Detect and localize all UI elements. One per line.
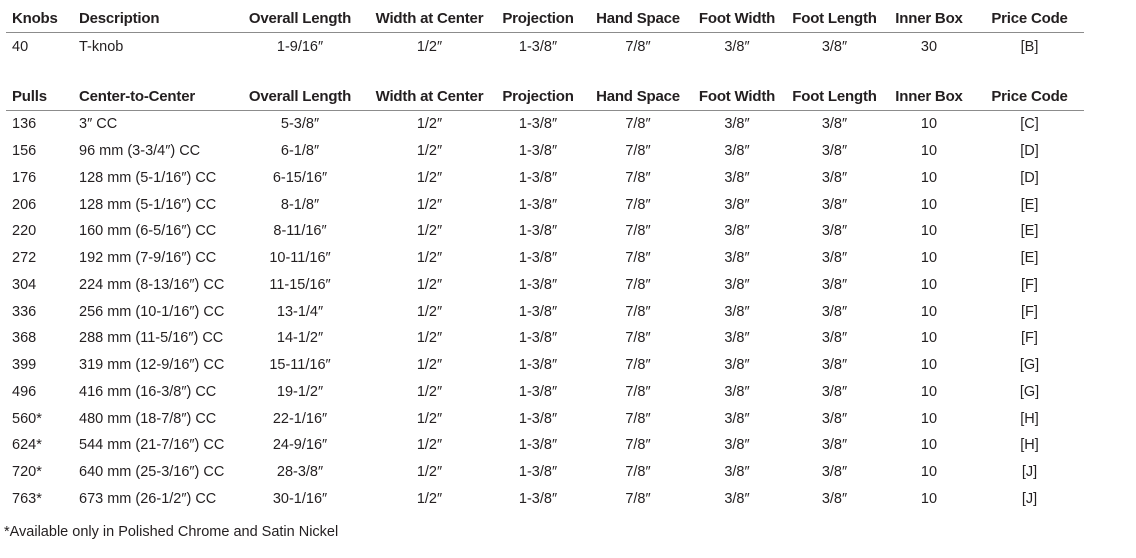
cell-description: T-knob (79, 39, 124, 55)
cell-width-at-center: 1/2″ (416, 437, 443, 454)
cell-inner-box: 10 (920, 357, 938, 374)
cell-inner-box: 10 (920, 383, 938, 400)
cell-foot-width: 3/8″ (724, 437, 750, 454)
cell-description: 256 mm (10-1/16″) CC (79, 303, 225, 320)
cell-projection: 1-3/8″ (518, 303, 558, 320)
cell-hand-space: 7/8″ (625, 437, 651, 454)
table-row (6, 432, 1084, 459)
cell-projection: 1-3/8″ (518, 410, 558, 427)
cell-width-at-center: 1/2″ (416, 143, 443, 160)
cell-projection: 1-3/8″ (518, 276, 558, 293)
cell-price-code: [G] (1019, 383, 1040, 400)
cell-hand-space: 7/8″ (625, 490, 651, 507)
header-price-code: Price Code (975, 83, 1084, 111)
table-row (6, 191, 1084, 218)
table-row (6, 165, 1084, 192)
cell-price-code: [E] (1020, 250, 1039, 267)
cell-description: 160 mm (6-5/16″) CC (79, 223, 217, 240)
cell-price-code: [E] (1020, 223, 1039, 240)
cell-inner-box: 10 (920, 250, 938, 267)
cell-foot-length: 3/8″ (821, 196, 848, 213)
cell-description: 128 mm (5-1/16″) CC (79, 169, 217, 186)
header-knobs: Knobs (6, 5, 79, 33)
cell-price-code: [E] (1020, 196, 1039, 213)
cell-inner-box: 10 (920, 410, 938, 427)
table-row (6, 325, 1084, 352)
pulls-header-row (6, 83, 1084, 111)
cell-model: 136 (12, 116, 37, 133)
cell-overall-length: 8-11/16″ (273, 223, 327, 240)
cell-width-at-center: 1/2″ (416, 223, 443, 240)
cell-foot-width: 3/8″ (724, 276, 750, 293)
cell-projection: 1-3/8″ (518, 196, 558, 213)
cell-inner-box: 10 (920, 223, 938, 240)
cell-model: 304 (12, 276, 37, 293)
cell-projection: 1-3/8″ (518, 490, 558, 507)
cell-foot-length: 3/8″ (821, 330, 848, 347)
pulls-table-body (6, 111, 1084, 513)
cell-hand-space: 7/8″ (625, 143, 651, 160)
cell-overall-length: 8-1/8″ (280, 196, 320, 213)
cell-overall-length: 10-11/16″ (269, 250, 331, 267)
cell-overall-length: 15-11/16″ (269, 357, 331, 374)
cell-description: 640 mm (25-3/16″) CC (79, 464, 225, 481)
cell-foot-width: 3/8″ (724, 303, 750, 320)
header-center-to-center: Center-to-Center (79, 83, 229, 111)
cell-foot-width: 3/8″ (724, 410, 750, 427)
header-projection: Projection (488, 5, 588, 33)
cell-foot-width: 3/8″ (724, 169, 750, 186)
header-inner-box: Inner Box (883, 83, 975, 111)
header-foot-length: Foot Length (786, 5, 883, 33)
cell-price-code: [D] (1020, 143, 1039, 160)
cell-width-at-center: 1/2″ (416, 303, 443, 320)
cell-width-at-center: 1/2″ (416, 490, 443, 507)
table-row (6, 33, 1084, 62)
cell-foot-width: 3/8″ (724, 116, 750, 133)
cell-width-at-center: 1/2″ (416, 196, 443, 213)
cell-foot-length: 3/8″ (821, 437, 848, 454)
cell-hand-space: 7/8″ (625, 410, 651, 427)
cell-inner-box: 10 (920, 276, 938, 293)
cell-model: 624* (12, 437, 42, 454)
cell-inner-box: 10 (920, 330, 938, 347)
cell-hand-space: 7/8″ (625, 39, 651, 55)
cell-foot-width: 3/8″ (724, 464, 750, 481)
cell-overall-length: 5-3/8″ (280, 116, 320, 133)
cell-projection: 1-3/8″ (518, 464, 558, 481)
cell-inner-box: 10 (920, 437, 938, 454)
cell-model: 763* (12, 490, 42, 507)
cell-inner-box: 10 (920, 303, 938, 320)
cell-price-code: [G] (1019, 357, 1040, 374)
cell-price-code: [H] (1020, 437, 1039, 454)
table-row (6, 405, 1084, 432)
cell-description: 673 mm (26-1/2″) CC (79, 490, 217, 507)
cell-overall-length: 22-1/16″ (272, 410, 328, 427)
cell-projection: 1-3/8″ (518, 250, 558, 267)
cell-price-code: [J] (1021, 464, 1038, 481)
cell-foot-width: 3/8″ (724, 143, 750, 160)
cell-price-code: [J] (1021, 490, 1038, 507)
table-row (6, 352, 1084, 379)
header-foot-width: Foot Width (688, 83, 786, 111)
cell-price-code: [D] (1020, 169, 1039, 186)
cell-inner-box: 10 (920, 490, 938, 507)
knobs-header-row (6, 5, 1084, 33)
cell-hand-space: 7/8″ (625, 169, 651, 186)
cell-foot-length: 3/8″ (821, 303, 848, 320)
cell-foot-length: 3/8″ (821, 143, 848, 160)
cell-projection: 1-3/8″ (518, 330, 558, 347)
cell-overall-length: 14-1/2″ (276, 330, 324, 347)
cell-description: 128 mm (5-1/16″) CC (79, 196, 217, 213)
table-row (6, 245, 1084, 272)
header-hand-space: Hand Space (588, 5, 688, 33)
cell-price-code: [F] (1021, 276, 1038, 293)
cell-foot-length: 3/8″ (821, 464, 848, 481)
cell-description: 96 mm (3-3/4″) CC (79, 143, 201, 160)
cell-inner-box: 10 (920, 143, 938, 160)
pulls-table (6, 83, 1084, 512)
cell-description: 544 mm (21-7/16″) CC (79, 437, 225, 454)
cell-model: 176 (12, 169, 37, 186)
cell-foot-width: 3/8″ (724, 490, 750, 507)
cell-foot-length: 3/8″ (821, 223, 848, 240)
cell-foot-width: 3/8″ (724, 383, 750, 400)
cell-overall-length: 6-15/16″ (272, 169, 328, 186)
cell-model: 272 (12, 250, 37, 267)
cell-model: 40 (12, 39, 29, 55)
cell-model: 336 (12, 303, 37, 320)
cell-inner-box: 10 (920, 464, 938, 481)
cell-overall-length: 28-3/8″ (276, 464, 324, 481)
cell-hand-space: 7/8″ (625, 357, 651, 374)
cell-foot-width: 3/8″ (724, 250, 750, 267)
cell-width-at-center: 1/2″ (416, 276, 443, 293)
cell-foot-width: 3/8″ (724, 223, 750, 240)
cell-inner-box: 10 (920, 196, 938, 213)
cell-projection: 1-3/8″ (518, 169, 558, 186)
cell-description: 288 mm (11-5/16″) CC (79, 330, 224, 347)
header-projection: Projection (488, 83, 588, 111)
cell-width-at-center: 1/2″ (416, 330, 443, 347)
table-row (6, 111, 1084, 138)
cell-model: 156 (12, 143, 37, 160)
cell-projection: 1-3/8″ (518, 357, 558, 374)
cell-width-at-center: 1/2″ (416, 116, 443, 133)
table-row (6, 138, 1084, 165)
header-overall-length: Overall Length (229, 83, 371, 111)
header-pulls: Pulls (6, 83, 79, 111)
cell-hand-space: 7/8″ (625, 196, 651, 213)
cell-hand-space: 7/8″ (625, 116, 651, 133)
cell-foot-length: 3/8″ (821, 250, 848, 267)
cell-hand-space: 7/8″ (625, 330, 651, 347)
table-row (6, 486, 1084, 513)
cell-description: 192 mm (7-9/16″) CC (79, 250, 217, 267)
table-row (6, 298, 1084, 325)
cell-foot-length: 3/8″ (821, 116, 848, 133)
cell-inner-box: 10 (920, 116, 938, 133)
cell-description: 3″ CC (79, 116, 118, 133)
cell-overall-length: 13-1/4″ (276, 303, 324, 320)
cell-model: 220 (12, 223, 37, 240)
cell-width-at-center: 1/2″ (416, 250, 443, 267)
cell-description: 319 mm (12-9/16″) CC (79, 357, 225, 374)
cell-overall-length: 30-1/16″ (272, 490, 328, 507)
cell-projection: 1-3/8″ (518, 39, 558, 55)
cell-foot-length: 3/8″ (821, 383, 848, 400)
cell-foot-length: 3/8″ (821, 410, 848, 427)
cell-width-at-center: 1/2″ (416, 169, 443, 186)
cell-foot-length: 3/8″ (821, 169, 848, 186)
cell-foot-length: 3/8″ (821, 490, 848, 507)
table-row (6, 379, 1084, 406)
cell-overall-length: 19-1/2″ (276, 383, 324, 400)
cell-price-code: [F] (1021, 303, 1038, 320)
cell-price-code: [F] (1021, 330, 1038, 347)
cell-width-at-center: 1/2″ (416, 39, 443, 55)
cell-projection: 1-3/8″ (518, 383, 558, 400)
cell-model: 399 (12, 357, 37, 374)
cell-hand-space: 7/8″ (625, 276, 651, 293)
knobs-table-body (6, 33, 1084, 62)
cell-model: 720* (12, 464, 42, 481)
header-price-code: Price Code (975, 5, 1084, 33)
cell-projection: 1-3/8″ (518, 223, 558, 240)
cell-model: 206 (12, 196, 37, 213)
cell-foot-length: 3/8″ (821, 276, 848, 293)
cell-inner-box: 10 (920, 169, 938, 186)
cell-foot-length: 3/8″ (821, 357, 848, 374)
cell-foot-width: 3/8″ (724, 330, 750, 347)
cell-price-code: [B] (1020, 39, 1039, 55)
cell-hand-space: 7/8″ (625, 303, 651, 320)
cell-projection: 1-3/8″ (518, 437, 558, 454)
header-width-at-center: Width at Center (371, 5, 488, 33)
cell-width-at-center: 1/2″ (416, 357, 443, 374)
header-foot-width: Foot Width (688, 5, 786, 33)
header-overall-length: Overall Length (229, 5, 371, 33)
header-inner-box: Inner Box (883, 5, 975, 33)
cell-hand-space: 7/8″ (625, 464, 651, 481)
cell-description: 224 mm (8-13/16″) CC (79, 276, 225, 293)
cell-hand-space: 7/8″ (625, 383, 651, 400)
cell-foot-width: 3/8″ (724, 196, 750, 213)
table-row (6, 272, 1084, 299)
header-hand-space: Hand Space (588, 83, 688, 111)
cell-foot-width: 3/8″ (724, 39, 750, 55)
cell-hand-space: 7/8″ (625, 250, 651, 267)
cell-foot-length: 3/8″ (821, 39, 848, 55)
cell-overall-length: 11-15/16″ (269, 276, 331, 293)
knobs-table (6, 5, 1084, 61)
cell-price-code: [C] (1020, 116, 1039, 133)
cell-projection: 1-3/8″ (518, 143, 558, 160)
cell-width-at-center: 1/2″ (416, 383, 443, 400)
cell-width-at-center: 1/2″ (416, 410, 443, 427)
table-row (6, 459, 1084, 486)
cell-inner-box: 30 (920, 39, 938, 55)
cell-description: 416 mm (16-3/8″) CC (79, 383, 217, 400)
cell-model: 368 (12, 330, 37, 347)
cell-description: 480 mm (18-7/8″) CC (79, 410, 217, 427)
cell-foot-width: 3/8″ (724, 357, 750, 374)
cell-width-at-center: 1/2″ (416, 464, 443, 481)
header-width-at-center: Width at Center (371, 83, 488, 111)
header-description: Description (79, 5, 229, 33)
cell-hand-space: 7/8″ (625, 223, 651, 240)
header-foot-length: Foot Length (786, 83, 883, 111)
cell-model: 496 (12, 383, 37, 400)
cell-projection: 1-3/8″ (518, 116, 558, 133)
cell-price-code: [H] (1020, 410, 1039, 427)
cell-overall-length: 1-9/16″ (276, 39, 324, 55)
cell-model: 560* (12, 410, 42, 427)
table-row (6, 218, 1084, 245)
footnote: *Available only in Polished Chrome and Satin Nickel (4, 524, 339, 540)
cell-overall-length: 24-9/16″ (272, 437, 328, 454)
cell-overall-length: 6-1/8″ (280, 143, 320, 160)
